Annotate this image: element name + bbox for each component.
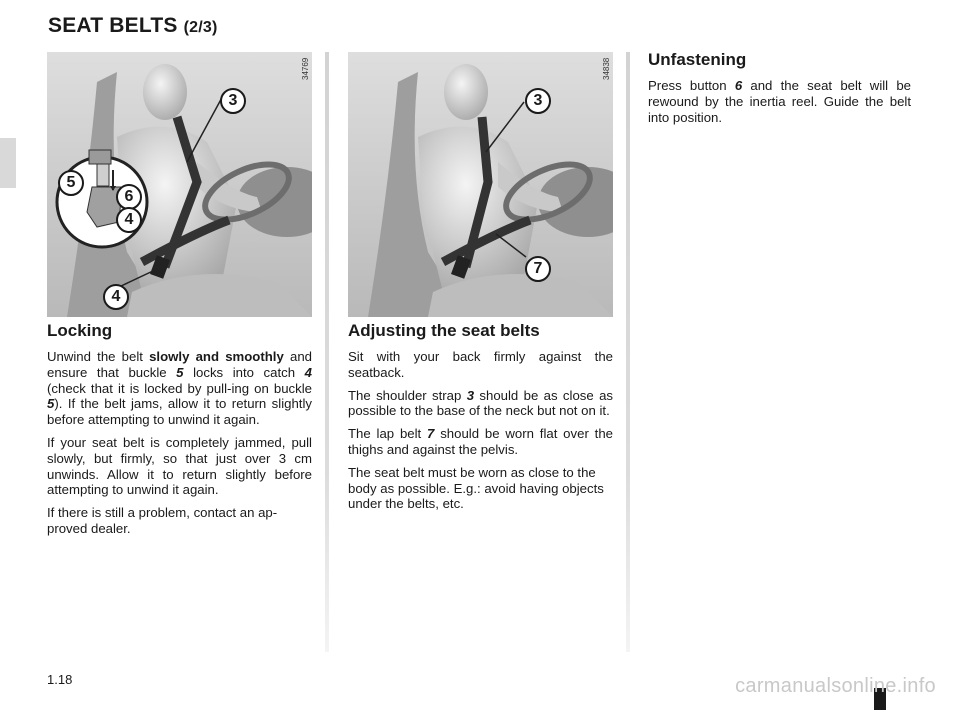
- callout-label: 3: [525, 88, 551, 114]
- section-heading-unfastening: Unfastening: [648, 50, 747, 69]
- section-body-locking: [47, 349, 312, 544]
- adjusting-paragraph: Sit with your back firmly against the seatback.: [348, 349, 613, 380]
- section-heading-adjusting: Adjusting the seat belts: [348, 321, 540, 340]
- callout-label: 6: [116, 184, 142, 210]
- column-divider-left: [325, 52, 329, 652]
- watermark: carmanualsonline.info: [735, 675, 936, 697]
- callout-label: 3: [220, 88, 246, 114]
- callout-label: 4: [116, 207, 142, 233]
- adjusting-paragraph: The lap belt 7 should be worn flat over the thighs and against the pelvis.: [348, 426, 613, 457]
- callout-label: 5: [58, 170, 84, 196]
- section-side-tab: [0, 138, 16, 188]
- locking-paragraph: If your seat belt is completely jammed, pull slowly, but firmly, so that just over 3 cm unwinds. Allow it to return slightly before attempting to unwind it again.: [47, 434, 312, 498]
- adjusting-paragraph: The shoulder strap 3 should be as close as possible to the base of the neck but not on it.: [348, 387, 613, 419]
- callout-label: 4: [103, 284, 129, 310]
- page-title-text: SEAT BELTS: [48, 14, 178, 37]
- column-divider-right: [626, 52, 630, 652]
- section-heading-locking: Locking: [47, 321, 113, 340]
- illustration-locking: [47, 52, 312, 317]
- figure-ref-code: 34838: [602, 57, 611, 80]
- section-body-adjusting: [348, 349, 613, 519]
- figure-ref-code: 34769: [301, 57, 310, 80]
- callout-label: 7: [525, 256, 551, 282]
- illustration-adjusting: [348, 52, 613, 317]
- page-title-part: (2/3): [183, 19, 218, 36]
- page-number: 1.18: [47, 672, 73, 687]
- unfastening-paragraph: Press button 6 and the seat belt will be rewound by the inertia reel. Guide the belt into position.: [648, 78, 912, 125]
- locking-paragraph: Unwind the belt slowly and smoothly and ensure that buckle 5 locks into catch 4 (check that it is locked by pull-ing on buckle 5). If the belt jams, allow it to return slightly before attempting to unwind it again.: [47, 349, 312, 428]
- section-body-unfastening: [648, 78, 911, 132]
- locking-paragraph: If there is still a problem, contact an ap-proved dealer.: [47, 505, 278, 536]
- driver-seatbelt-locking-drawing: [47, 52, 312, 317]
- page-title: [48, 14, 218, 38]
- driver-seatbelt-adjusting-drawing: [348, 52, 613, 317]
- adjusting-paragraph: The seat belt must be worn as close to the body as possible. E.g.: avoid having objects under the belts, etc.: [348, 464, 604, 512]
